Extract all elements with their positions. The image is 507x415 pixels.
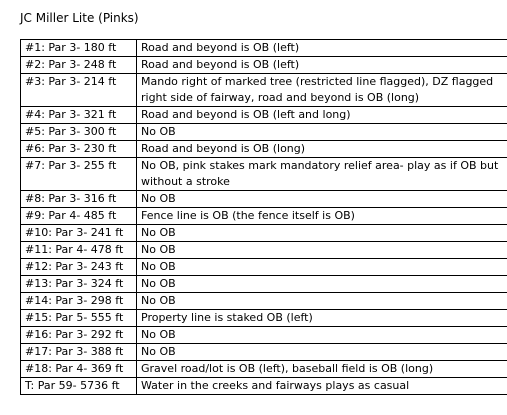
table-row <box>21 310 507 327</box>
hole-cell: #7: Par 3- 255 ft <box>21 158 137 191</box>
hole-cell: #11: Par 4- 478 ft <box>21 242 137 259</box>
hole-cell: #18: Par 4- 369 ft <box>21 361 137 378</box>
hole-cell: #2: Par 3- 248 ft <box>21 57 137 74</box>
hole-cell: #16: Par 3- 292 ft <box>21 327 137 344</box>
table-row <box>21 276 507 293</box>
rule-cell: No OB <box>137 259 507 276</box>
hole-cell: #8: Par 3- 316 ft <box>21 191 137 208</box>
rule-cell: Fence line is OB (the fence itself is OB) <box>137 208 507 225</box>
table-row <box>21 344 507 361</box>
table-row <box>21 40 507 57</box>
table-row <box>21 327 507 344</box>
table-row <box>21 293 507 310</box>
table-row <box>21 141 507 158</box>
table-row <box>21 57 507 74</box>
hole-cell: #13: Par 3- 324 ft <box>21 276 137 293</box>
rule-cell: No OB <box>137 293 507 310</box>
hole-cell: #17: Par 3- 388 ft <box>21 344 137 361</box>
rule-cell: No OB <box>137 327 507 344</box>
rule-cell: Road and beyond is OB (left and long) <box>137 107 507 124</box>
hole-cell: #9: Par 4- 485 ft <box>21 208 137 225</box>
rule-cell: Road and beyond is OB (left) <box>137 57 507 74</box>
hole-cell: #14: Par 3- 298 ft <box>21 293 137 310</box>
hole-cell: #6: Par 3- 230 ft <box>21 141 137 158</box>
table-row <box>21 158 507 191</box>
table-row <box>21 191 507 208</box>
rule-cell: No OB <box>137 191 507 208</box>
rule-cell: Mando right of marked tree (restricted line flagged), DZ flagged right side of fairway, road and beyond is OB (long) <box>137 74 507 107</box>
table-row <box>21 242 507 259</box>
hole-cell: #1: Par 3- 180 ft <box>21 40 137 57</box>
rule-cell: Water in the creeks and fairways plays as casual <box>137 378 507 395</box>
rule-cell: No OB <box>137 225 507 242</box>
rule-cell: No OB <box>137 344 507 361</box>
table-row <box>21 378 507 395</box>
hole-cell: #10: Par 3- 241 ft <box>21 225 137 242</box>
hole-cell: #4: Par 3- 321 ft <box>21 107 137 124</box>
rule-cell: No OB <box>137 124 507 141</box>
rule-cell: Gravel road/lot is OB (left), baseball field is OB (long) <box>137 361 507 378</box>
rule-cell: Property line is staked OB (left) <box>137 310 507 327</box>
rule-cell: Road and beyond is OB (left) <box>137 40 507 57</box>
hole-rules-body <box>21 40 507 395</box>
rule-cell: No OB, pink stakes mark mandatory relief area- play as if OB but without a stroke <box>137 158 507 191</box>
table-row <box>21 74 507 107</box>
table-row <box>21 225 507 242</box>
rule-cell: No OB <box>137 276 507 293</box>
rule-cell: Road and beyond is OB (long) <box>137 141 507 158</box>
table-row <box>21 208 507 225</box>
hole-rules-table <box>20 39 507 395</box>
table-row <box>21 361 507 378</box>
table-row <box>21 124 507 141</box>
hole-cell: #12: Par 3- 243 ft <box>21 259 137 276</box>
hole-cell: #3: Par 3- 214 ft <box>21 74 137 107</box>
rule-cell: No OB <box>137 242 507 259</box>
hole-cell: T: Par 59- 5736 ft <box>21 378 137 395</box>
table-row <box>21 107 507 124</box>
table-row <box>21 259 507 276</box>
document-title: JC Miller Lite (Pinks) <box>20 11 139 25</box>
hole-cell: #5: Par 3- 300 ft <box>21 124 137 141</box>
hole-cell: #15: Par 5- 555 ft <box>21 310 137 327</box>
